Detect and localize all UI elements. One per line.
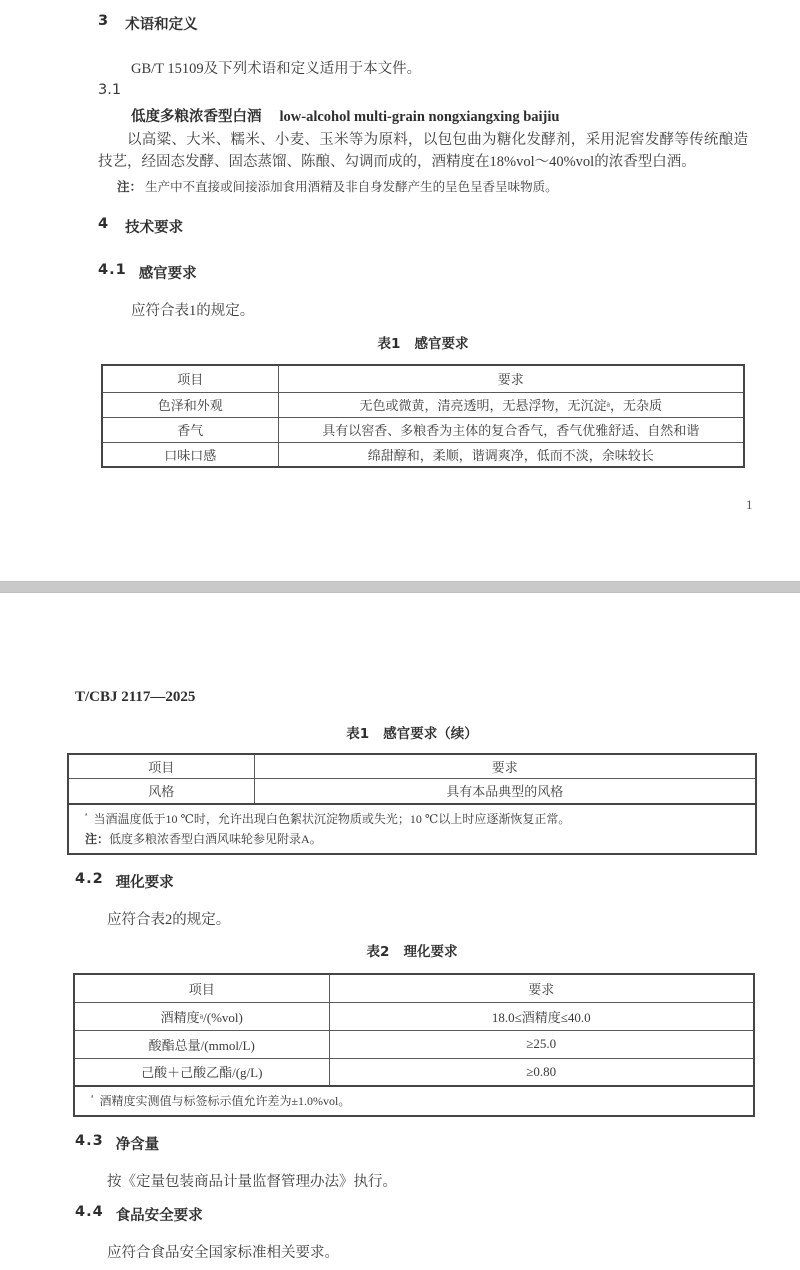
table-row bbox=[102, 392, 744, 417]
table-1-header-item: 项目 bbox=[102, 365, 278, 392]
section-4-heading bbox=[98, 216, 183, 237]
table-row bbox=[68, 778, 756, 804]
table-row bbox=[102, 417, 744, 442]
footnote-a-text: 酒精度实测值与标签标示值允许差为±1.0%vol。 bbox=[99, 1094, 351, 1108]
table-cell: 香气 bbox=[102, 417, 278, 442]
section-4-1-heading bbox=[98, 262, 197, 283]
term-definition: 以高粱、大米、糯米、小麦、玉米等为原料，以包包曲为糖化发酵剂，采用泥窖发酵等传统酿造技艺，经固态发酵、固态蒸馏、陈酿、勾调而成的，酒精度在18%vol～40%vol的浓香型白酒。 bbox=[98, 132, 748, 170]
section-4-2-heading bbox=[75, 871, 174, 892]
table-1-continued-caption bbox=[67, 722, 757, 742]
table-1-caption bbox=[101, 332, 745, 352]
section-4-4-heading bbox=[75, 1204, 203, 1225]
term-heading bbox=[131, 105, 559, 126]
table-1c-header-requirement: 要求 bbox=[254, 754, 756, 778]
body-4-1: 应符合表1的规定。 bbox=[131, 303, 255, 319]
table-1-caption-number: 表1 bbox=[377, 336, 401, 352]
table-cell: 绵甜醇和，柔顺，谐调爽净，低而不淡，余味较长 bbox=[278, 442, 744, 467]
table-1-continued-caption-suffix: （续） bbox=[437, 726, 478, 742]
table-cell: 酸酯总量/(mmol/L) bbox=[74, 1030, 329, 1058]
table-cell: 己酸＋己酸乙酯/(g/L) bbox=[74, 1058, 329, 1086]
table-cell: ≥0.80 bbox=[329, 1058, 754, 1086]
table-2-caption-title: 理化要求 bbox=[403, 944, 458, 960]
section-3-title: 术语和定义 bbox=[125, 17, 198, 33]
document-code: T/CBJ 2117—2025 bbox=[75, 689, 196, 705]
footnote-note-text: 低度多粮浓香型白酒风味轮参见附录A。 bbox=[109, 832, 322, 846]
body-4-3: 按《定量包装商品计量监督管理办法》执行。 bbox=[107, 1174, 397, 1190]
section-4-title: 技术要求 bbox=[125, 220, 184, 236]
table-2-footnote bbox=[74, 1086, 754, 1116]
table-cell: ≥25.0 bbox=[329, 1030, 754, 1058]
page-break-divider bbox=[0, 581, 800, 593]
table-cell: 酒精度ᵃ/(%vol) bbox=[74, 1002, 329, 1030]
table-2-caption bbox=[67, 940, 757, 960]
table-2-caption-number: 表2 bbox=[366, 944, 390, 960]
terms-intro: GB/T 15109及下列术语和定义适用于本文件。 bbox=[131, 61, 422, 77]
section-4-1-number: 4.1 bbox=[98, 262, 127, 278]
table-row bbox=[74, 1058, 754, 1086]
table-2-header-item: 项目 bbox=[74, 974, 329, 1002]
table-row bbox=[102, 442, 744, 467]
footnote-a-line bbox=[91, 1091, 743, 1111]
table-row bbox=[68, 754, 756, 778]
term-en: low-alcohol multi-grain nongxiangxing baijiu bbox=[279, 109, 560, 125]
section-4-1-title: 感官要求 bbox=[138, 266, 197, 282]
body-4-4: 应符合食品安全国家标准相关要求。 bbox=[107, 1245, 339, 1261]
term-note-label: 注： bbox=[117, 179, 143, 194]
section-3-number: 3 bbox=[98, 13, 110, 29]
section-4-3-heading bbox=[75, 1133, 159, 1154]
footnote-a-line bbox=[85, 809, 745, 829]
page-number: 1 bbox=[746, 497, 753, 512]
section-3-heading bbox=[98, 13, 198, 34]
table-row bbox=[74, 974, 754, 1002]
term-note-text: 生产中不直接或间接添加食用酒精及非自身发酵产生的呈色呈香呈味物质。 bbox=[145, 180, 558, 194]
section-4-3-title: 净含量 bbox=[115, 1137, 160, 1153]
table-cell: 无色或微黄，清亮透明，无悬浮物，无沉淀ᵃ，无杂质 bbox=[278, 392, 744, 417]
table-2-header-requirement: 要求 bbox=[329, 974, 754, 1002]
table-1c-footnote bbox=[68, 804, 756, 854]
table-1-header-requirement: 要求 bbox=[278, 365, 744, 392]
table-cell: 具有本品典型的风格 bbox=[254, 778, 756, 804]
footnote-a-marker: ᵃ bbox=[85, 810, 88, 820]
table-1 bbox=[101, 364, 745, 468]
section-4-4-number: 4.4 bbox=[75, 1204, 104, 1220]
table-row bbox=[102, 365, 744, 392]
term-note bbox=[117, 177, 558, 195]
page-2 bbox=[0, 593, 800, 1270]
term-zh: 低度多粮浓香型白酒 bbox=[131, 109, 262, 125]
table-cell: 风格 bbox=[68, 778, 254, 804]
table-1-continued-caption-number: 表1 bbox=[346, 726, 370, 742]
term-number: 3.1 bbox=[98, 82, 122, 98]
section-4-3-number: 4.3 bbox=[75, 1133, 104, 1149]
body-4-2: 应符合表2的规定。 bbox=[107, 912, 231, 928]
table-1-continued-caption-title: 感官要求 bbox=[383, 726, 438, 742]
table-row bbox=[74, 1002, 754, 1030]
table-1-continued bbox=[67, 753, 757, 855]
footnote-a-text: 当酒温度低于10 ℃时，允许出现白色絮状沉淀物质或失光；10 ℃以上时应逐渐恢复正常。 bbox=[93, 812, 571, 826]
table-2 bbox=[73, 973, 755, 1117]
section-4-2-title: 理化要求 bbox=[115, 875, 174, 891]
table-footnote-row bbox=[74, 1086, 754, 1116]
footnote-note-label: 注： bbox=[85, 832, 110, 846]
footnote-a-marker: ᵃ bbox=[91, 1092, 94, 1102]
footnote-note-line bbox=[85, 829, 745, 849]
table-row bbox=[74, 1030, 754, 1058]
table-cell: 口味口感 bbox=[102, 442, 278, 467]
table-cell: 色泽和外观 bbox=[102, 392, 278, 417]
table-footnote-row bbox=[68, 804, 756, 854]
table-cell: 具有以窖香、多粮香为主体的复合香气，香气优雅舒适、自然和谐 bbox=[278, 417, 744, 442]
table-1c-header-item: 项目 bbox=[68, 754, 254, 778]
table-1-caption-title: 感官要求 bbox=[414, 336, 469, 352]
page-1 bbox=[0, 0, 800, 581]
section-4-4-title: 食品安全要求 bbox=[115, 1208, 203, 1224]
table-cell: 18.0≤酒精度≤40.0 bbox=[329, 1002, 754, 1030]
section-4-2-number: 4.2 bbox=[75, 871, 104, 887]
section-4-number: 4 bbox=[98, 216, 110, 232]
